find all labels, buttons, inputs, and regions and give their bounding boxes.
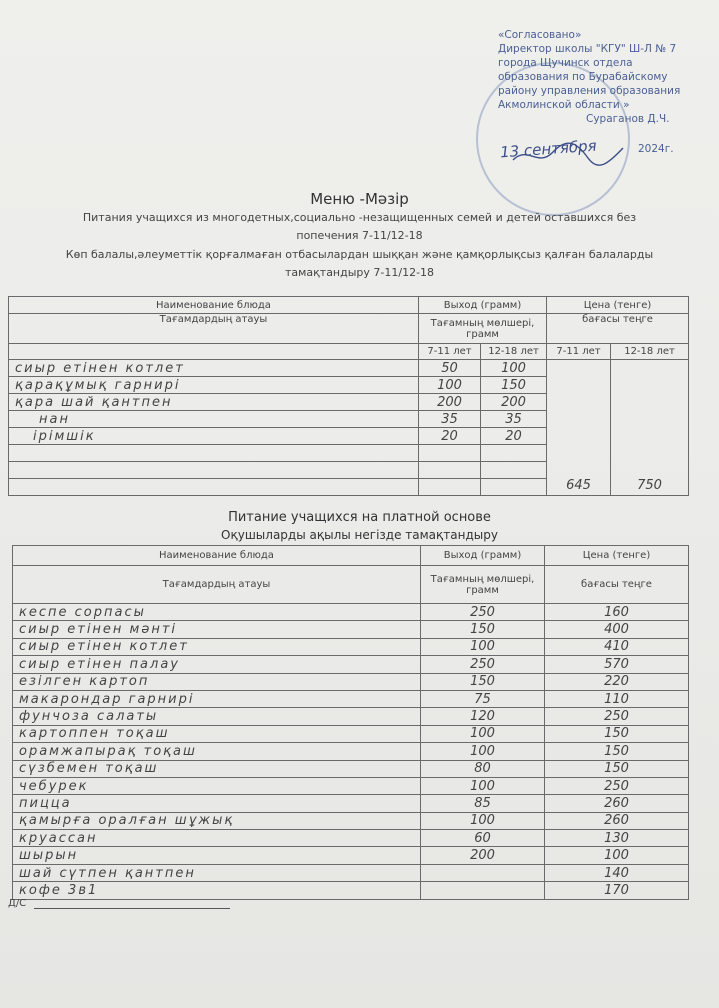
price-cell: 150 — [545, 760, 689, 777]
table-row — [13, 708, 689, 725]
table-row — [13, 725, 689, 742]
age-7-11: 7-11 лет — [419, 344, 481, 360]
grams-cell: 75 — [421, 690, 545, 707]
blank-cell — [9, 344, 419, 360]
paid-section-title-ru: Питание учащихся на платной основе — [228, 510, 491, 525]
price-cell: 150 — [545, 725, 689, 742]
table-row — [13, 777, 689, 794]
approval-line: району управления образования — [498, 85, 681, 97]
grams-cell: 200 — [421, 847, 545, 864]
grams-cell: 100 — [421, 725, 545, 742]
paid-section-title-kz: Оқушыларды ақылы негізде тамақтандыру — [221, 528, 498, 542]
price-cell: 260 — [545, 795, 689, 812]
grams-cell: 100 — [421, 812, 545, 829]
grams-12-18: 200 — [481, 394, 547, 411]
paid-meal-table — [12, 545, 689, 900]
grams-cell: 60 — [421, 830, 545, 847]
price-cell: 220 — [545, 673, 689, 690]
ds-signature-line — [34, 908, 230, 909]
price-cell: 250 — [545, 708, 689, 725]
col-output-kz: Тағамның мөлшері, грамм — [419, 314, 547, 344]
dish-cell: орамжапырақ тоқаш — [13, 743, 421, 760]
table-row — [13, 743, 689, 760]
grams-cell: 250 — [421, 656, 545, 673]
col-output-ru: Выход (грамм) — [421, 546, 545, 566]
col-dish-kz: Тағамдардың атауы — [13, 566, 421, 604]
subtitle-ru-1: Питания учащихся из многодетных,социально -незащищенных семей и детей оставшихся без — [82, 211, 637, 224]
grams-7-11: 35 — [419, 411, 481, 428]
grams-cell: 80 — [421, 760, 545, 777]
table-row — [13, 864, 689, 881]
table-row — [13, 656, 689, 673]
col-dish-ru: Наименование блюда — [9, 297, 419, 314]
age-7-11: 7-11 лет — [547, 344, 611, 360]
dish-cell: фунчоза салаты — [13, 708, 421, 725]
grams-7-11: 50 — [419, 360, 481, 377]
subtitle-ru-2: попечения 7-11/12-18 — [296, 229, 423, 242]
price-cell: 160 — [545, 604, 689, 621]
col-dish-ru: Наименование блюда — [13, 546, 421, 566]
grams-cell: 100 — [421, 638, 545, 655]
grams-12-18: 100 — [481, 360, 547, 377]
signature-scribble — [508, 140, 628, 170]
approval-line: города Щучинск отдела — [498, 57, 633, 69]
price-cell: 400 — [545, 621, 689, 638]
empty-cell — [419, 462, 481, 479]
empty-cell — [481, 462, 547, 479]
empty-row — [9, 462, 419, 479]
dish-cell: қара шай қантпен — [9, 394, 419, 411]
col-price-kz: бағасы теңге — [545, 566, 689, 604]
price-cell: 110 — [545, 690, 689, 707]
free-meal-table — [8, 296, 689, 496]
table-row — [13, 760, 689, 777]
dish-cell: кеспе сорпасы — [13, 604, 421, 621]
price-cell: 570 — [545, 656, 689, 673]
table-row — [13, 812, 689, 829]
table-row — [13, 847, 689, 864]
dish-cell: кофе 3в1 — [13, 882, 421, 899]
total-7-11: 645 — [547, 360, 611, 496]
page-title: Меню -Мәзір — [310, 190, 409, 208]
total-12-18: 750 — [611, 360, 689, 496]
price-cell: 140 — [545, 864, 689, 881]
dish-cell: макарондар гарнирі — [13, 690, 421, 707]
grams-cell: 85 — [421, 795, 545, 812]
approval-line: Акмолинской области » — [498, 99, 630, 111]
price-cell: 410 — [545, 638, 689, 655]
grams-cell — [421, 882, 545, 899]
col-dish-kz: Тағамдардың атауы — [9, 314, 419, 344]
dish-cell: шай сүтпен қантпен — [13, 864, 421, 881]
grams-cell: 150 — [421, 621, 545, 638]
empty-row — [9, 479, 419, 496]
age-12-18: 12-18 лет — [481, 344, 547, 360]
grams-cell — [421, 864, 545, 881]
dish-cell: қарақұмық гарнирі — [9, 377, 419, 394]
price-cell: 130 — [545, 830, 689, 847]
ds-label: Д/С — [8, 898, 27, 909]
empty-cell — [481, 479, 547, 496]
dish-cell: чебурек — [13, 777, 421, 794]
dish-cell: пицца — [13, 795, 421, 812]
approval-signer: Сураганов Д.Ч. — [586, 113, 670, 125]
grams-12-18: 20 — [481, 428, 547, 445]
dish-cell: сиыр етінен котлет — [13, 638, 421, 655]
price-cell: 170 — [545, 882, 689, 899]
table-row — [13, 882, 689, 899]
subtitle-kz-2: тамақтандыру 7-11/12-18 — [284, 266, 435, 279]
dish-cell: круассан — [13, 830, 421, 847]
col-price-kz: бағасы теңге — [547, 314, 689, 344]
empty-cell — [419, 479, 481, 496]
table-row — [13, 690, 689, 707]
table-row — [13, 638, 689, 655]
dish-cell: сиыр етінен мәнті — [13, 621, 421, 638]
approval-date: 13 сентября — [499, 136, 598, 162]
grams-cell: 120 — [421, 708, 545, 725]
subtitle-kz-1: Көп балалы,әлеуметтік қорғалмаған отбасылардан шыққан және қамқорлықсыз қалған балаларды — [65, 248, 654, 261]
empty-cell — [481, 445, 547, 462]
approval-line: Директор школы "КГУ" Ш-Л № 7 — [498, 43, 677, 55]
table-row — [13, 795, 689, 812]
dish-cell: сиыр етінен котлет — [9, 360, 419, 377]
price-cell: 250 — [545, 777, 689, 794]
table-row — [13, 673, 689, 690]
col-price-ru: Цена (тенге) — [547, 297, 689, 314]
col-output-kz: Тағамның мөлшері, грамм — [421, 566, 545, 604]
grams-12-18: 150 — [481, 377, 547, 394]
grams-cell: 150 — [421, 673, 545, 690]
approval-line: «Согласовано» — [498, 29, 582, 41]
grams-cell: 250 — [421, 604, 545, 621]
dish-cell: картоппен тоқаш — [13, 725, 421, 742]
col-price-ru: Цена (тенге) — [545, 546, 689, 566]
dish-cell: сиыр етінен палау — [13, 656, 421, 673]
table-row — [13, 604, 689, 621]
approval-block — [498, 28, 708, 126]
table-row — [13, 830, 689, 847]
dish-cell: қамырға оралған шұжық — [13, 812, 421, 829]
table-row — [13, 621, 689, 638]
empty-cell — [419, 445, 481, 462]
grams-7-11: 200 — [419, 394, 481, 411]
price-cell: 150 — [545, 743, 689, 760]
dish-cell: шырын — [13, 847, 421, 864]
age-12-18: 12-18 лет — [611, 344, 689, 360]
grams-cell: 100 — [421, 777, 545, 794]
dish-cell: езілген картоп — [13, 673, 421, 690]
grams-cell: 100 — [421, 743, 545, 760]
paid-rows — [13, 604, 689, 900]
dish-cell: ірімшік — [9, 428, 419, 445]
price-cell: 100 — [545, 847, 689, 864]
grams-7-11: 20 — [419, 428, 481, 445]
approval-year: 2024г. — [638, 143, 674, 155]
grams-12-18: 35 — [481, 411, 547, 428]
price-cell: 260 — [545, 812, 689, 829]
empty-row — [9, 445, 419, 462]
dish-cell: нан — [9, 411, 419, 428]
approval-line: образования по Бурабайскому — [498, 71, 668, 83]
dish-cell: сүзбемен тоқаш — [13, 760, 421, 777]
col-output-ru: Выход (грамм) — [419, 297, 547, 314]
grams-7-11: 100 — [419, 377, 481, 394]
